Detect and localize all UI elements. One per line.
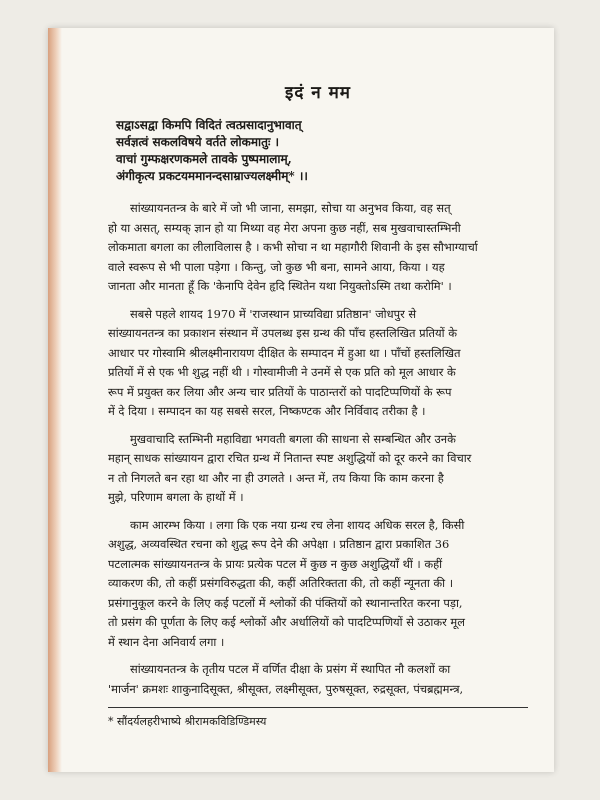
text-line: रूप में प्रयुक्त कर लिया और अन्य चार प्रतियों के पाठान्तरों को पादटिप्पणियों के रूप [108,384,452,399]
text-line: प्रतियों में से एक भी शुद्ध नहीं थी । गोस्वामीजी ने उनमें से एक प्रति को मूल आधार के [108,365,456,379]
page-title: इदं न मम [285,83,351,103]
paragraph-3 [108,430,528,508]
paragraph-5 [108,660,528,699]
paragraph-2 [108,305,528,422]
text-line: आधार पर गोस्वामि श्रीलक्ष्मीनारायण दीक्षित के सम्पादन में हुआ था । पाँचों हस्तलिखित [108,345,461,360]
text-line: अशुद्ध, अव्यवस्थित रचना को शुद्ध रूप देने की अपेक्षा । प्रतिष्ठान द्वारा प्रकाशित 36 [108,537,450,551]
paragraph-1 [108,199,528,297]
text-line: 'मार्जन' क्रमशः शाकुनादिसूक्त, श्रीसूक्त, लक्ष्मीसूक्त, पुरुषसूक्त, रुद्रसूक्त, पंचब्रह्ममन्त्र, [108,681,464,696]
verse-line: वाचां गुम्फक्षरणकमले तावके पुष्पमालाम्, [116,152,292,166]
verse-line: सद्वाऽसद्वा किमपि विदितं त्वत्प्रसादानुभावात् [116,118,302,132]
page-content [108,80,528,730]
text-line: लोकमाता बगला का लीलाविलास है । कभी सोचा न था महागौरी शिवानी के इस सौभाग्यार्चा [108,240,478,254]
text-line: मुझे, परिणाम बगला के हाथों में । [108,490,244,504]
text-line: काम आरम्भ किया । लगा कि एक नया ग्रन्थ रच लेना शायद अधिक सरल है, किसी [130,517,465,532]
text-line: महान् साधक सांख्यायन द्वारा रचित ग्रन्थ में नितान्त स्पष्ट अशुद्धियों को दूर करने का विचार [108,451,472,465]
text-line: सांख्यायनतन्त्र के तृतीय पटल में वर्णित दीक्षा के प्रसंग में स्थापित नौ कलशों का [130,662,451,676]
paragraph-4 [108,516,528,653]
text-line: जानता और मानता हूँ कि 'केनापि देवेन हृदि स्थितेन यथा नियुक्तोऽस्मि तथा करोमि' । [108,279,452,293]
verse-line: अंगीकृत्य प्रकटयममानन्दसाम्राज्यलक्ष्मीम्* ।। [116,169,308,183]
text-line: व्याकरण की, तो कहीं प्रसंगविरुद्धता की, कहीं अतिरिक्तता की, तो कहीं न्यूनता की । [108,576,454,590]
verse-line: सर्वज्ञत्वं सकलविषये वर्तते लोकमातुः । [116,135,280,149]
text-line: वाले स्वरूप से भी पाला पड़ेगा । किन्तु, जो कुछ भी बना, सामने आया, किया । यह [108,259,445,274]
footnote-divider [108,707,528,708]
book-page [48,28,554,772]
text-line: तो प्रसंग की पूर्णता के लिए कई श्लोकों और अर्धालियों को पादटिप्पणियों से उठाकर मूल [108,615,465,629]
text-line: प्रसंगानुकूल करने के लिए कई पटलों में श्लोकों की पंक्तियों को स्थानान्तरित करना पड़ा, [108,595,463,610]
text-line: मुखवाचादि स्तम्भिनी महाविद्या भगवती बगला की साधना से सम्बन्धित और उनके [130,431,456,446]
text-line: सांख्यायनतन्त्र का प्रकाशन संस्थान में उपलब्ध इस ग्रन्थ की पाँच हस्तलिखित प्रतियों के [108,326,457,340]
text-line: हो या असत्, सम्यक् ज्ञान हो या मिथ्या वह मेरा अपना कुछ नहीं, सब मुखवाचास्तम्भिनी [108,220,461,235]
page-spine-edge [48,28,62,772]
footnote: * सौंदर्यलहरीभाष्ये श्रीरामकविडिण्डिमस्य [108,715,267,728]
text-line: सबसे पहले शायद 1970 में 'राजस्थान प्राच्यविद्या प्रतिष्ठान' जोधपुर से [130,306,417,321]
text-line: पटलात्मक सांख्यायनतन्त्र के प्रायः प्रत्येक पटल में कुछ न कुछ अशुद्धियाँ थीं । कहीं [108,556,443,571]
text-line: में स्थान देना अनिवार्य लगा । [108,634,225,649]
sanskrit-verse [116,117,528,185]
text-line: न तो निगलते बन रहा था और ना ही उगलते । अन्त में, तय किया कि काम करना है [108,470,444,485]
text-line: में दे दिया । सम्पादन का यह सबसे सरल, निष्कण्टक और निर्विवाद तरीका है । [108,404,426,418]
text-line: सांख्यायनतन्त्र के बारे में जो भी जाना, समझा, सोचा या अनुभव किया, वह सत् [130,201,451,215]
